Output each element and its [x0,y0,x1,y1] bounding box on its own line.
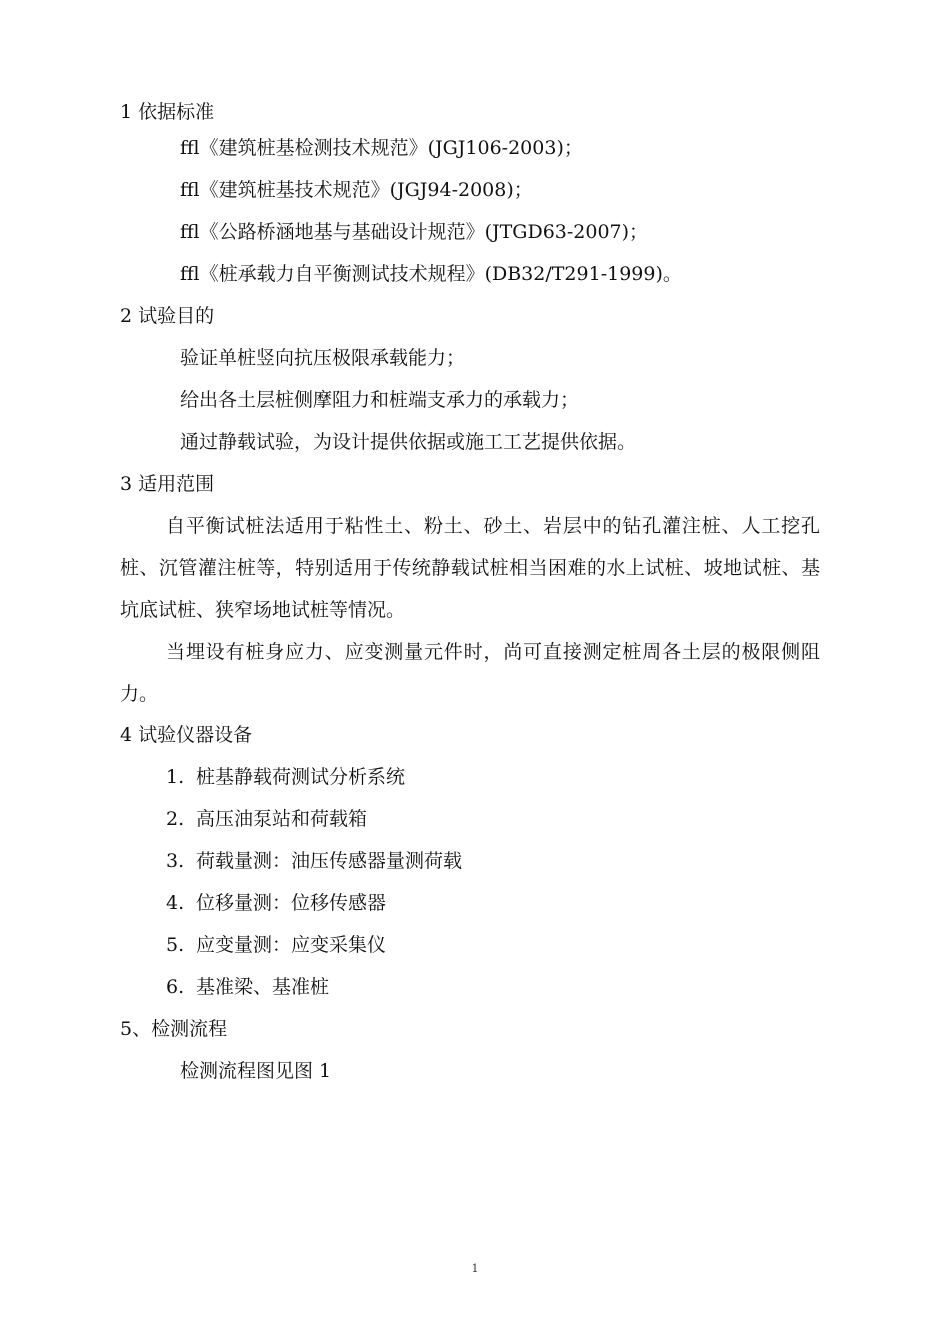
standard-item-1: ffl《建筑桩基检测技术规范》(JGJ106-2003)； [180,137,583,159]
equipment-item-5: 5. 应变量测：应变采集仪 [166,934,387,956]
flow-reference: 检测流程图见图 1 [180,1060,332,1082]
section-5-title: 5、检测流程 [120,1018,228,1040]
scope-paragraph-2: 当埋设有桩身应力、应变测量元件时，尚可直接测定桩周各土层的极限侧阻力。 [120,641,820,705]
standard-item-4: ffl《桩承载力自平衡测试技术规程》(DB32/T291-1999)。 [180,263,682,285]
page-number: 1 [471,1262,479,1275]
purpose-item-1: 验证单桩竖向抗压极限承载能力； [180,347,466,369]
equipment-item-6: 6. 基准梁、基准桩 [166,976,330,998]
section-2-title: 2 试验目的 [120,305,215,327]
standard-item-3: ffl《公路桥涵地基与基础设计规范》(JTGD63-2007)； [180,221,649,243]
equipment-item-3: 3. 荷载量测：油压传感器量测荷载 [166,850,463,872]
section-3-title: 3 适用范围 [120,473,215,495]
equipment-item-1: 1. 桩基静载荷测试分析系统 [166,766,406,788]
section-4-title: 4 试验仪器设备 [120,724,253,746]
equipment-item-4: 4. 位移量测：位移传感器 [166,892,387,914]
purpose-item-2: 给出各土层桩侧摩阻力和桩端支承力的承载力； [180,389,580,411]
section-1-title: 1 依据标准 [120,101,215,123]
scope-paragraph-1: 自平衡试桩法适用于粘性土、粉土、砂土、岩层中的钻孔灌注桩、人工挖孔桩、沉管灌注桩等，特别适用于传统静载试桩相当困难的水上试桩、坡地试桩、基坑底试桩、狭窄场地试桩等情况。 [120,515,820,621]
equipment-item-2: 2. 高压油泵站和荷载箱 [166,808,368,830]
standard-item-2: ffl《建筑桩基技术规范》(JGJ94-2008)； [180,179,533,201]
purpose-item-3: 通过静载试验，为设计提供依据或施工工艺提供依据。 [180,431,637,453]
